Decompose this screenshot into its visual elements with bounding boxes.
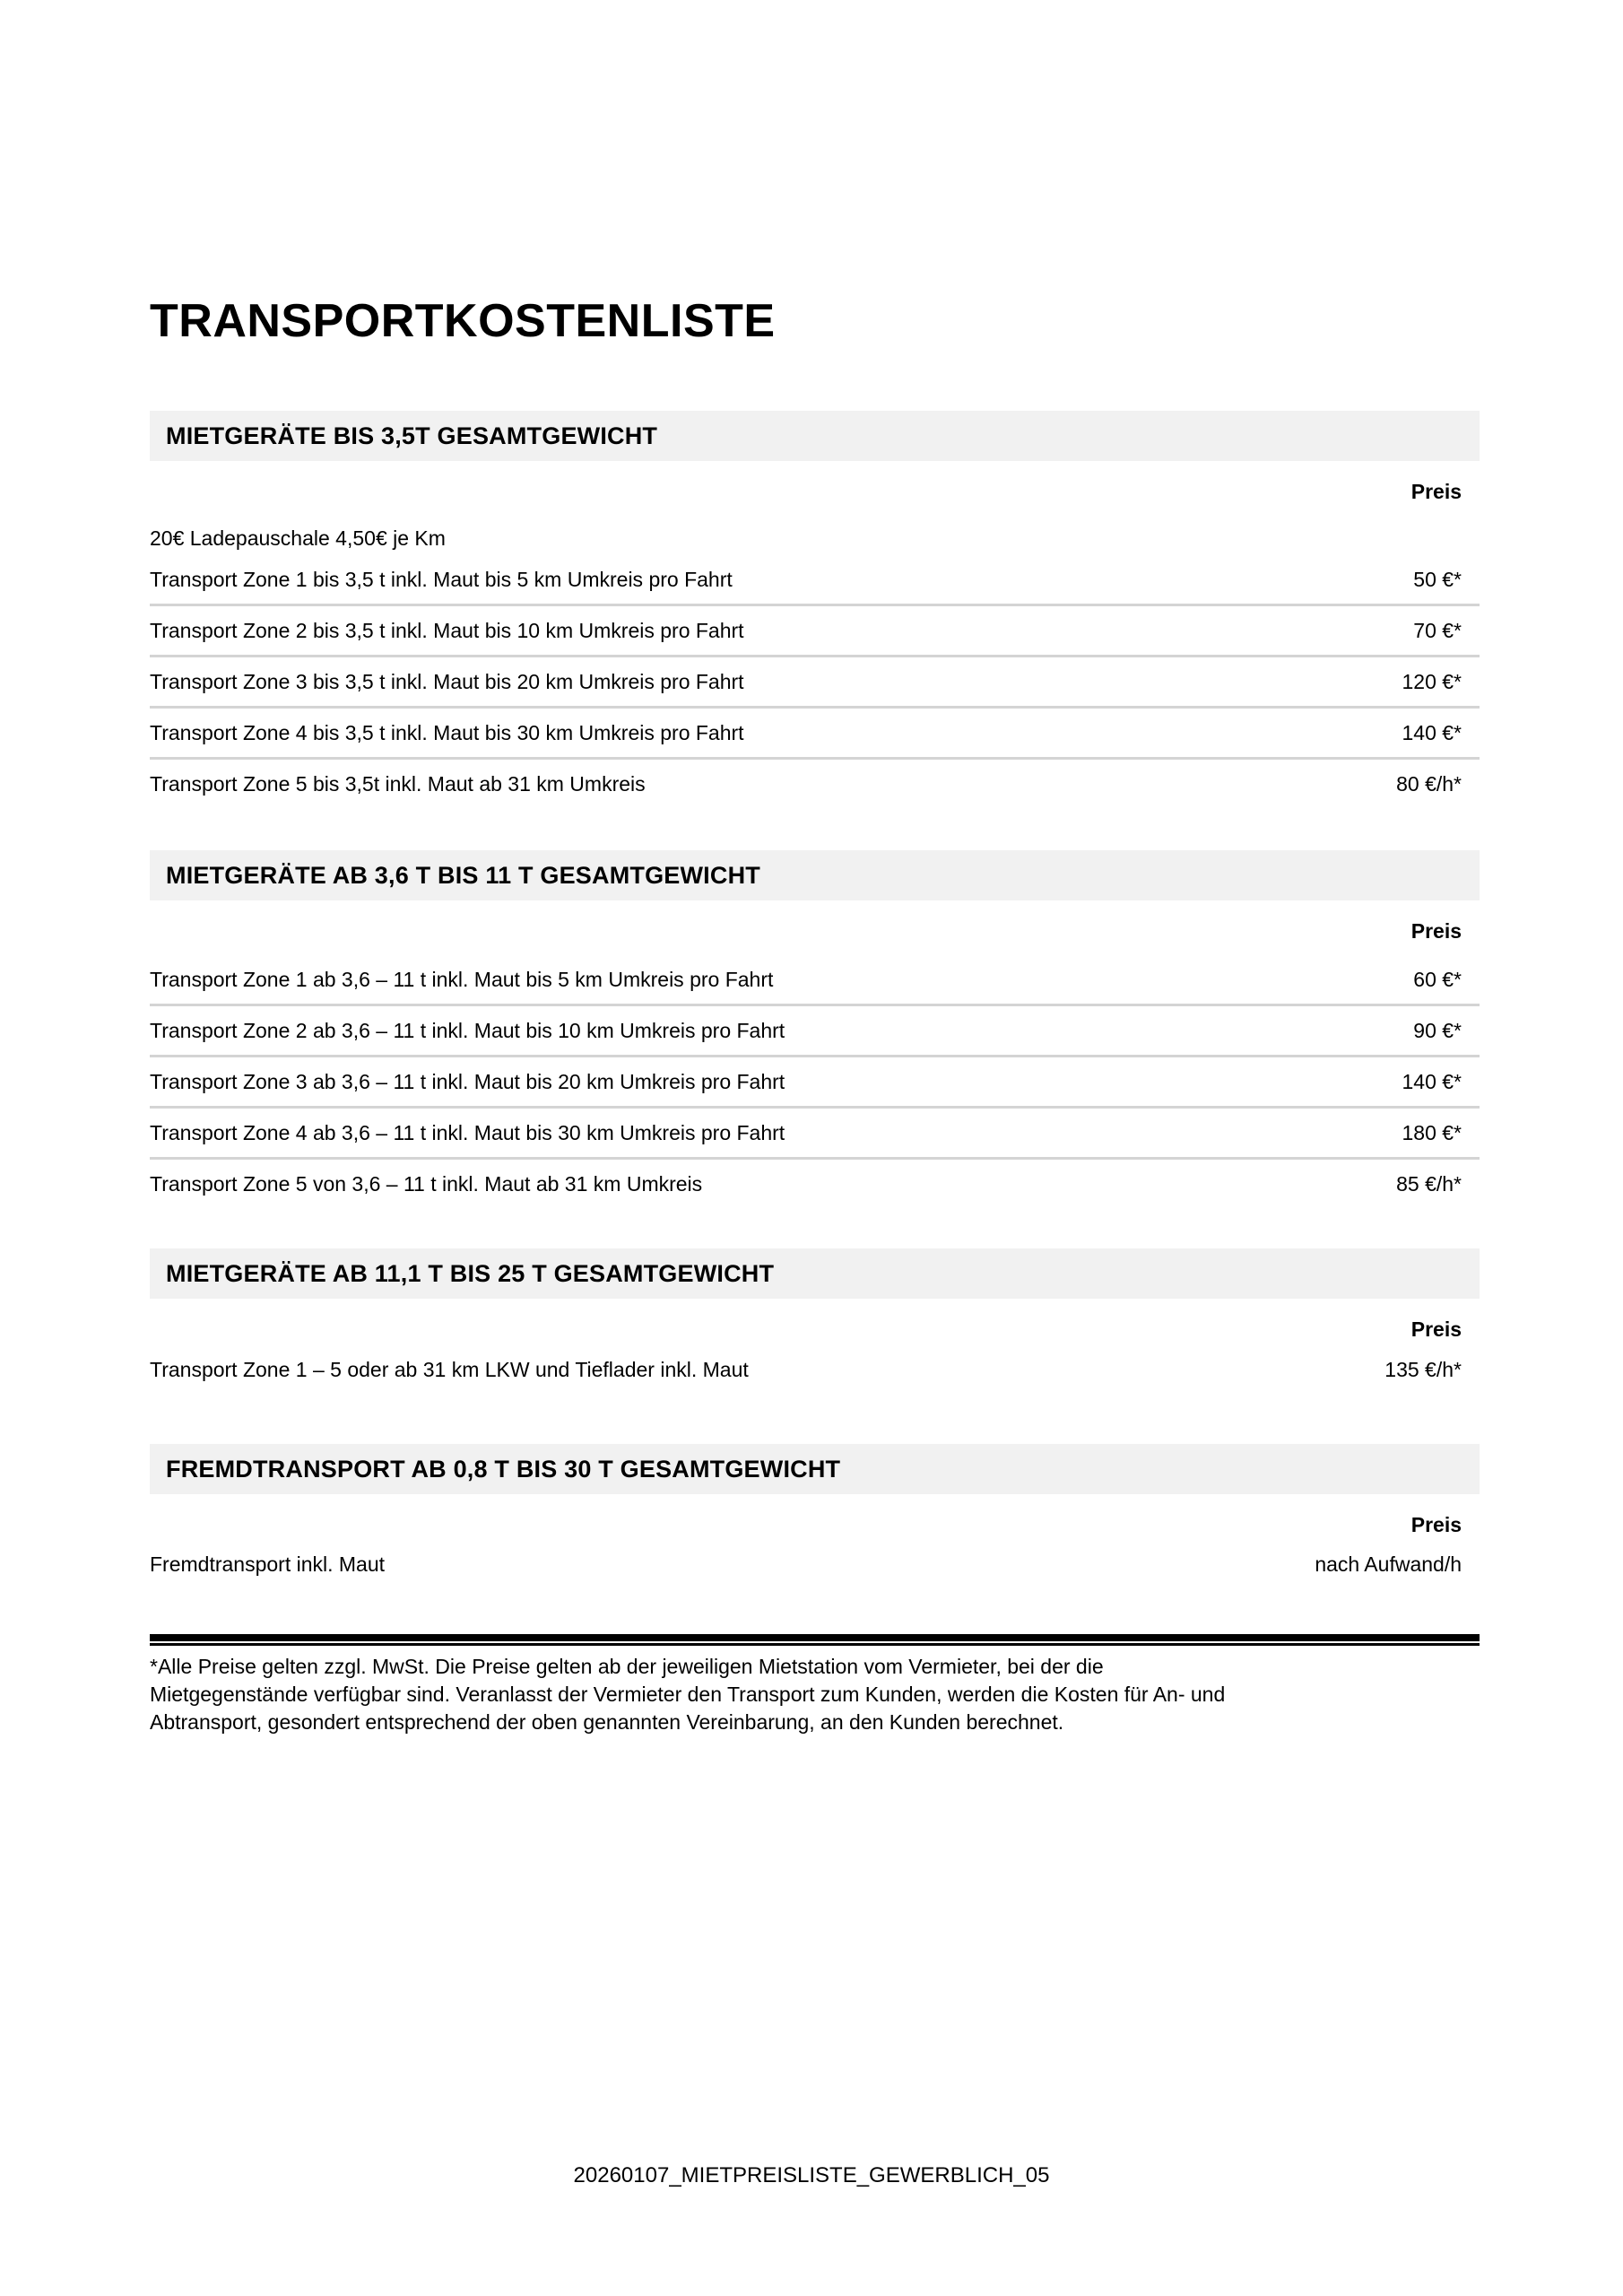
price-column-header: Preis bbox=[1410, 1318, 1462, 1341]
row-price: nach Aufwand/h bbox=[1315, 1552, 1462, 1576]
row-label: Transport Zone 4 bis 3,5 t inkl. Maut bis 30 km Umkreis pro Fahrt bbox=[150, 721, 744, 744]
table-row bbox=[150, 1057, 1480, 1109]
table-row bbox=[150, 709, 1480, 760]
section-header: FREMDTRANSPORT AB 0,8 T BIS 30 T GESAMTGEWICHT bbox=[150, 1444, 1480, 1494]
row-price: 85 €/h* bbox=[1396, 1172, 1462, 1196]
row-label: Transport Zone 3 bis 3,5 t inkl. Maut bis 20 km Umkreis pro Fahrt bbox=[150, 670, 744, 693]
section-header: MIETGERÄTE AB 11,1 T BIS 25 T GESAMTGEWICHT bbox=[150, 1248, 1480, 1299]
row-price: 135 €/h* bbox=[1384, 1358, 1462, 1381]
table-row bbox=[150, 1160, 1480, 1208]
document-content bbox=[150, 0, 1480, 1736]
price-table bbox=[150, 555, 1480, 808]
row-label: Transport Zone 4 ab 3,6 – 11 t inkl. Maut bis 30 km Umkreis pro Fahrt bbox=[150, 1121, 785, 1144]
price-table bbox=[150, 1345, 1480, 1394]
load-flat-rate-note: 20€ Ladepauschale 4,50€ je Km bbox=[150, 526, 446, 550]
table-row bbox=[150, 760, 1480, 808]
row-price: 180 €* bbox=[1402, 1121, 1462, 1144]
row-price: 90 €* bbox=[1413, 1019, 1462, 1042]
price-column-header: Preis bbox=[1410, 1513, 1462, 1536]
price-column-header: Preis bbox=[1410, 480, 1462, 503]
table-row bbox=[150, 606, 1480, 657]
table-row bbox=[150, 1109, 1480, 1160]
table-row bbox=[150, 657, 1480, 709]
row-price: 60 €* bbox=[1413, 968, 1462, 991]
section-mietgeraete-bis-3-5t bbox=[150, 411, 1480, 808]
footnote-line: *Alle Preise gelten zzgl. MwSt. Die Preise gelten ab der jeweiligen Mietstation vom Vermieter, bei der die bbox=[150, 1655, 1104, 1678]
section-mietgeraete-11-1-bis-25t bbox=[150, 1248, 1480, 1394]
section-header: MIETGERÄTE BIS 3,5T GESAMTGEWICHT bbox=[150, 411, 1480, 461]
row-price: 50 €* bbox=[1413, 568, 1462, 591]
table-row bbox=[150, 1345, 1480, 1394]
page-title: TRANSPORTKOSTENLISTE bbox=[150, 295, 776, 347]
row-label: Transport Zone 2 bis 3,5 t inkl. Maut bis 10 km Umkreis pro Fahrt bbox=[150, 619, 744, 642]
table-row bbox=[150, 955, 1480, 1006]
price-table bbox=[150, 1540, 1480, 1588]
row-label: Transport Zone 3 ab 3,6 – 11 t inkl. Maut bis 20 km Umkreis pro Fahrt bbox=[150, 1070, 785, 1093]
row-price: 140 €* bbox=[1402, 1070, 1462, 1093]
footnote-line: Mietgegenstände verfügbar sind. Veranlasst der Vermieter den Transport zum Kunden, werden die Kosten für An- und bbox=[150, 1683, 1226, 1706]
document-footer: 20260107_MIETPREISLISTE_GEWERBLICH_05 bbox=[573, 2163, 1050, 2187]
row-label: Fremdtransport inkl. Maut bbox=[150, 1552, 386, 1576]
row-label: Transport Zone 1 ab 3,6 – 11 t inkl. Maut bis 5 km Umkreis pro Fahrt bbox=[150, 968, 774, 991]
section-fremdtransport bbox=[150, 1444, 1480, 1588]
price-column-header: Preis bbox=[1410, 919, 1462, 943]
row-price: 140 €* bbox=[1402, 721, 1462, 744]
footnote bbox=[150, 1653, 1480, 1736]
section-header: MIETGERÄTE AB 3,6 T BIS 11 T GESAMTGEWICHT bbox=[150, 850, 1480, 900]
section-mietgeraete-3-6-bis-11t bbox=[150, 850, 1480, 1208]
table-row bbox=[150, 1006, 1480, 1057]
footnote-divider bbox=[150, 1634, 1480, 1646]
divider-thin-line bbox=[150, 1643, 1480, 1646]
row-label: Transport Zone 2 ab 3,6 – 11 t inkl. Maut bis 10 km Umkreis pro Fahrt bbox=[150, 1019, 785, 1042]
footnote-line: Abtransport, gesondert entsprechend der oben genannten Vereinbarung, an den Kunden berechnet. bbox=[150, 1710, 1064, 1734]
row-label: Transport Zone 5 von 3,6 – 11 t inkl. Maut ab 31 km Umkreis bbox=[150, 1172, 703, 1196]
divider-thick-line bbox=[150, 1634, 1480, 1641]
row-price: 80 €/h* bbox=[1396, 772, 1462, 796]
price-table bbox=[150, 955, 1480, 1208]
row-label: Transport Zone 1 bis 3,5 t inkl. Maut bis 5 km Umkreis pro Fahrt bbox=[150, 568, 733, 591]
table-row bbox=[150, 1540, 1480, 1588]
table-row bbox=[150, 555, 1480, 606]
row-price: 120 €* bbox=[1402, 670, 1462, 693]
row-label: Transport Zone 5 bis 3,5t inkl. Maut ab 31 km Umkreis bbox=[150, 772, 646, 796]
row-label: Transport Zone 1 – 5 oder ab 31 km LKW und Tieflader inkl. Maut bbox=[150, 1358, 749, 1381]
row-price: 70 €* bbox=[1413, 619, 1462, 642]
